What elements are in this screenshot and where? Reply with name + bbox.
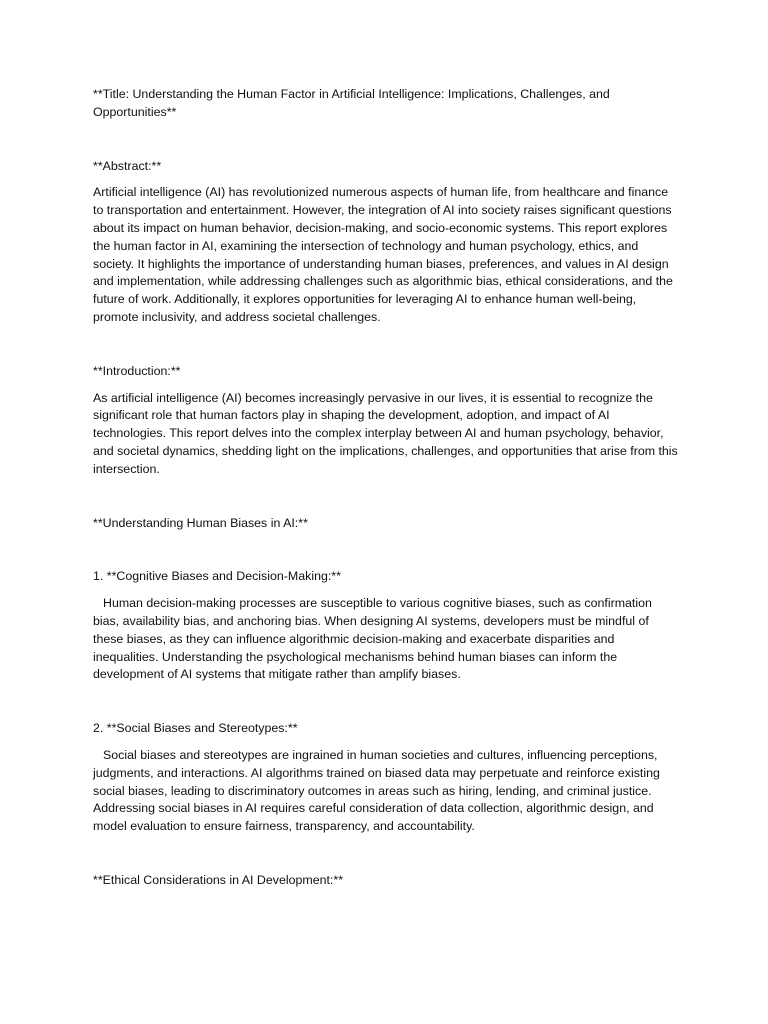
spacer xyxy=(93,836,679,872)
spacer xyxy=(93,684,679,720)
spacer xyxy=(93,738,679,747)
spacer xyxy=(93,327,679,363)
document-page xyxy=(93,86,679,890)
spacer xyxy=(93,532,679,568)
introduction-paragraph: As artificial intelligence (AI) becomes increasingly pervasive in our lives, it is essential to recognize the significant role that human factors play in shaping the development, adoption, and impact of AI technologies. This report delves into the complex interplay between AI and human psychology, behavior, and societal dynamics, shedding light on the implications, challenges, and opportunities that arise from this intersection. xyxy=(93,390,678,476)
abstract-paragraph: Artificial intelligence (AI) has revolutionized numerous aspects of human life, from healthcare and finance to transportation and entertainment. However, the integration of AI into society raises significant questions about its impact on human behavior, decision-making, and socio-economic systems. This report explores the human factor in AI, examining the intersection of technology and human psychology, ethics, and society. It highlights the importance of understanding human biases, preferences, and values in AI design and implementation, while addressing challenges such as algorithmic bias, ethical considerations, and the future of work. Additionally, it explores opportunities for leveraging AI to enhance human well-being, promote inclusivity, and address societal challenges. xyxy=(93,185,673,324)
ethics-heading: **Ethical Considerations in AI Development:** xyxy=(93,872,344,887)
cognitive-biases-paragraph: Human decision-making processes are susceptible to various cognitive biases, such as confirmation bias, availability bias, and anchoring bias. When designing AI systems, developers must be mindful of these biases, as they can influence algorithmic decision-making and exacerbate disparities and inequalities. Understanding the psychological mechanisms behind human biases can inform the development of AI systems that mitigate rather than amplify biases. xyxy=(93,596,652,682)
spacer xyxy=(93,381,679,390)
spacer xyxy=(93,122,679,158)
social-biases-heading: 2. **Social Biases and Stereotypes:** xyxy=(93,721,298,736)
cognitive-biases-heading: 1. **Cognitive Biases and Decision-Making:** xyxy=(93,569,341,584)
spacer xyxy=(93,586,679,595)
spacer xyxy=(93,479,679,515)
document-title: **Title: Understanding the Human Factor in Artificial Intelligence: Implications, Challenges, and Opportunities** xyxy=(93,87,610,119)
social-biases-paragraph: Social biases and stereotypes are ingrained in human societies and cultures, influencing perceptions, judgments, and interactions. AI algorithms trained on biased data may perpetuate and reinforce existing social biases, leading to discriminatory outcomes in areas such as hiring, lending, and criminal justice. Addressing social biases in AI requires careful consideration of data collection, algorithmic design, and model evaluation to ensure fairness, transparency, and accountability. xyxy=(93,747,660,834)
biases-heading: **Understanding Human Biases in AI:** xyxy=(93,515,308,530)
abstract-heading: **Abstract:** xyxy=(93,158,162,173)
spacer xyxy=(93,175,679,184)
introduction-heading: **Introduction:** xyxy=(93,363,181,378)
